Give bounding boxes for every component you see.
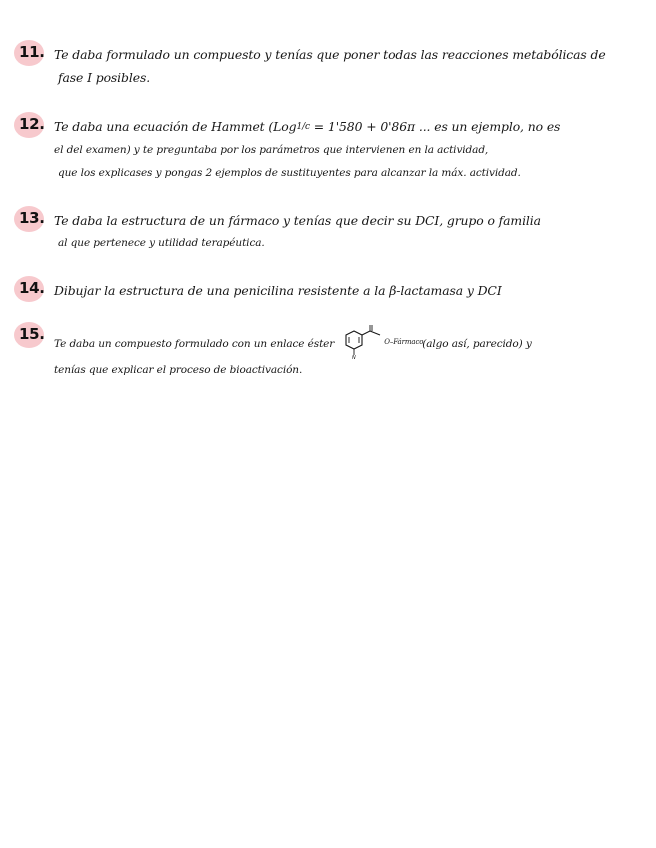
question-number-badge — [14, 206, 48, 232]
question-text — [54, 43, 640, 89]
question-number: 14. — [19, 279, 45, 297]
question-number: 13. — [19, 209, 45, 227]
question-line: al que pertenece y utilidad terapéutica. — [58, 237, 265, 249]
question-line: que los explicases y pongas 2 ejemplos de sustituyentes para alcanzar la máx. actividad. — [58, 167, 521, 179]
equation-fraction: 1/c — [296, 122, 310, 132]
question-line: Dibujar la estructura de una penicilina resistente a la β-lactamasa y DCI — [54, 283, 502, 298]
question-line: el del examen) y te preguntaba por los parámetros que intervienen en la actividad, — [54, 144, 489, 156]
question-number-badge — [14, 112, 48, 138]
question-number: 12. — [19, 115, 45, 133]
question-line: tenías que explicar el proceso de bioactivación. — [54, 364, 303, 376]
question-number: 11. — [19, 43, 45, 61]
question-line — [54, 325, 640, 359]
question-text — [54, 325, 640, 382]
ester-structure-drawing — [338, 325, 424, 359]
question-number-badge — [14, 40, 48, 66]
question-line: fase I posibles. — [58, 70, 151, 85]
svg-text:N: N — [352, 355, 356, 359]
question-number-badge — [14, 322, 48, 348]
question-line: Te daba formulado un compuesto y tenías que poner todas las reacciones metabólicas de — [54, 47, 606, 62]
question-text-end: (algo así, parecido) y — [422, 338, 532, 350]
question-line — [54, 115, 640, 139]
question-text — [54, 209, 640, 255]
question-line: Te daba la estructura de un fármaco y tenías que decir su DCI, grupo o familia — [54, 213, 541, 228]
question-text — [54, 279, 640, 302]
equation-text-end: = 1'580 + 0'86π ... es un ejemplo, no es — [309, 119, 561, 134]
question-text-start: Te daba un compuesto formulado con un enlace éster — [54, 338, 335, 350]
question-number-badge — [14, 276, 48, 302]
equation-text-start: Te daba una ecuación de Hammet (Log — [54, 119, 297, 134]
question-text — [54, 115, 640, 185]
question-number: 15. — [19, 325, 45, 343]
ester-label: O–Fármaco — [384, 338, 424, 346]
